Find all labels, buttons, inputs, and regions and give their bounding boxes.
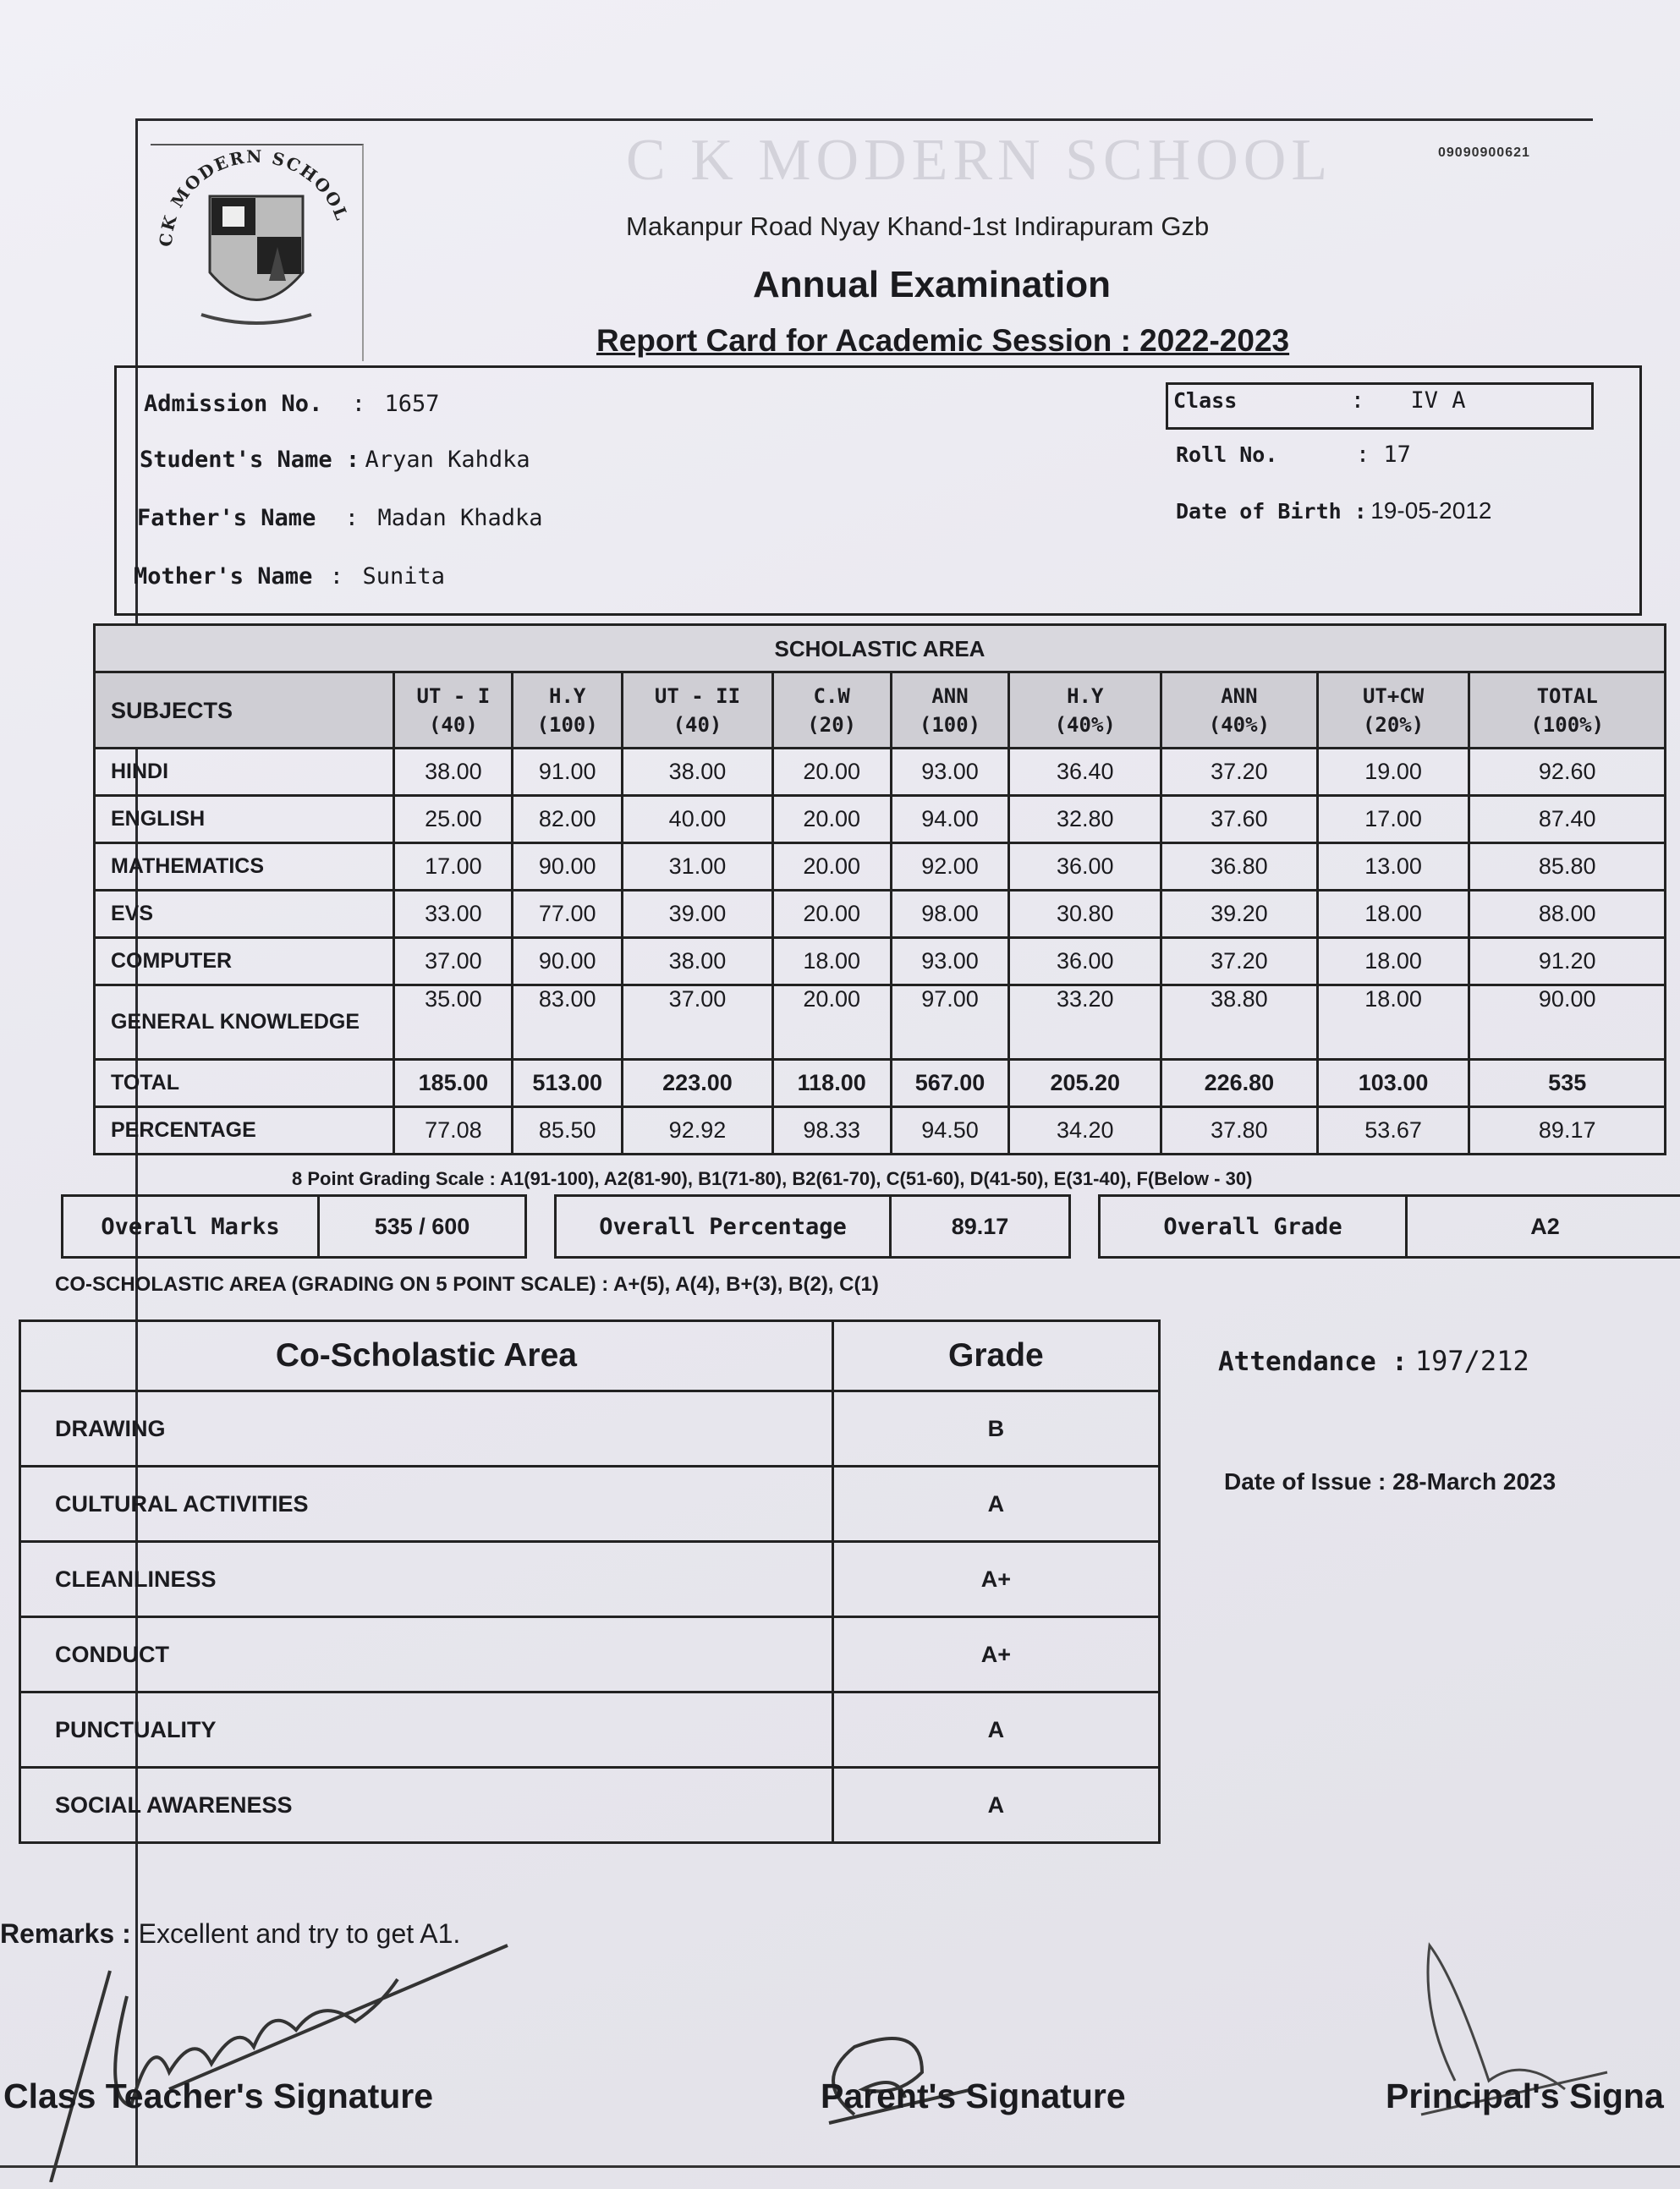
mark-cell: 513.00 xyxy=(513,1060,623,1107)
mark-cell: 91.00 xyxy=(513,749,623,796)
activity-grade: A xyxy=(832,1692,1159,1768)
mark-cell: 18.00 xyxy=(1317,985,1469,1060)
remarks-value: Excellent and try to get A1. xyxy=(138,1918,461,1949)
subject-name: HINDI xyxy=(95,749,394,796)
mark-cell: 20.00 xyxy=(772,843,891,891)
admission-value: 1657 xyxy=(384,391,440,417)
co-scholastic-body xyxy=(20,1391,1160,1843)
column-header-line1: ANN xyxy=(931,683,969,708)
roll-row xyxy=(1176,442,1411,468)
teacher-signature-icon xyxy=(51,1945,508,2182)
column-header-line1: H.Y xyxy=(549,683,586,708)
mark-cell: 20.00 xyxy=(772,796,891,843)
grading-scale-note: 8 Point Grading Scale : A1(91-100), A2(81-90), B1(71-80), B2(61-70), C(51-60), D(41-50), E(31-40), F(Below - 30) xyxy=(292,1168,1253,1189)
overall-grade-box xyxy=(1098,1194,1680,1259)
mark-cell: 18.00 xyxy=(772,938,891,985)
mark-cell: 17.00 xyxy=(394,843,513,891)
co-grade-header: Grade xyxy=(832,1321,1159,1391)
co-scholastic-row xyxy=(20,1617,1160,1692)
mark-cell: 38.00 xyxy=(394,749,513,796)
mark-cell: 98.00 xyxy=(891,891,1009,938)
mark-cell: 18.00 xyxy=(1317,891,1469,938)
activity-grade: A xyxy=(832,1768,1159,1843)
mark-cell: 20.00 xyxy=(772,749,891,796)
overall-marks-label: Overall Marks xyxy=(63,1197,320,1256)
subjects-header xyxy=(95,672,394,749)
mark-cell: 85.80 xyxy=(1469,843,1666,891)
column-header xyxy=(1317,672,1469,749)
column-header-line2: (40) xyxy=(673,712,722,737)
scholastic-body xyxy=(95,749,1666,1155)
column-header-line2: (20%) xyxy=(1362,712,1425,737)
subject-name: PERCENTAGE xyxy=(95,1107,394,1155)
school-address: Makanpur Road Nyay Khand-1st Indirapuram Gzb xyxy=(626,211,1210,241)
mark-cell: 77.00 xyxy=(513,891,623,938)
co-scholastic-row xyxy=(20,1692,1160,1768)
mark-cell: 92.00 xyxy=(891,843,1009,891)
subject-row xyxy=(95,938,1666,985)
student-name-label: Student's Name : xyxy=(140,447,360,473)
overall-grade-value: A2 xyxy=(1530,1213,1560,1239)
mark-cell: 34.20 xyxy=(1009,1107,1161,1155)
mark-cell: 17.00 xyxy=(1317,796,1469,843)
mark-cell: 83.00 xyxy=(513,985,623,1060)
mark-cell: 535 xyxy=(1469,1060,1666,1107)
column-header-line1: TOTAL xyxy=(1536,683,1598,708)
column-header xyxy=(1469,672,1666,749)
mark-cell: 39.00 xyxy=(623,891,773,938)
school-logo-icon xyxy=(151,145,362,361)
mark-cell: 85.50 xyxy=(513,1107,623,1155)
dob-row xyxy=(1176,497,1491,524)
mark-cell: 567.00 xyxy=(891,1060,1009,1107)
mark-cell: 93.00 xyxy=(891,749,1009,796)
activity-name: SOCIAL AWARENESS xyxy=(20,1768,833,1843)
mark-cell: 82.00 xyxy=(513,796,623,843)
mark-cell: 91.20 xyxy=(1469,938,1666,985)
activity-name: CLEANLINESS xyxy=(20,1542,833,1617)
class-label: Class xyxy=(1173,388,1238,413)
activity-grade: B xyxy=(832,1391,1159,1467)
mark-cell: 33.00 xyxy=(394,891,513,938)
column-header xyxy=(1009,672,1161,749)
overall-grade-label: Overall Grade xyxy=(1101,1197,1408,1256)
mark-cell: 25.00 xyxy=(394,796,513,843)
mark-cell: 93.00 xyxy=(891,938,1009,985)
mark-cell: 90.00 xyxy=(513,843,623,891)
subject-name: EVS xyxy=(95,891,394,938)
mark-cell: 103.00 xyxy=(1317,1060,1469,1107)
activity-name: CONDUCT xyxy=(20,1617,833,1692)
column-header-line2: (40%) xyxy=(1054,712,1116,737)
co-scholastic-row xyxy=(20,1542,1160,1617)
roll-label: Roll No. xyxy=(1176,442,1278,467)
mark-cell: 13.00 xyxy=(1317,843,1469,891)
mark-cell: 98.33 xyxy=(772,1107,891,1155)
column-header-line1: H.Y xyxy=(1067,683,1104,708)
co-scholastic-row xyxy=(20,1467,1160,1542)
signature-scribbles xyxy=(0,1928,1680,2182)
mark-cell: 30.80 xyxy=(1009,891,1161,938)
column-header xyxy=(772,672,891,749)
subject-name: COMPUTER xyxy=(95,938,394,985)
co-area-header: Co-Scholastic Area xyxy=(20,1321,833,1391)
parent-signature-label: Parent's Signature xyxy=(821,2077,1126,2115)
column-header-line2: (40%) xyxy=(1208,712,1271,737)
column-header-line1: C.W xyxy=(813,683,850,708)
mark-cell: 94.00 xyxy=(891,796,1009,843)
column-header-line1: ANN xyxy=(1221,683,1258,708)
activity-grade: A+ xyxy=(832,1542,1159,1617)
serial-number: 09090900621 xyxy=(1438,145,1530,160)
mother-name-value: Sunita xyxy=(362,563,446,590)
co-scholastic-row xyxy=(20,1391,1160,1467)
mark-cell: 37.20 xyxy=(1161,938,1318,985)
mother-name-row xyxy=(134,563,445,590)
admission-label: Admission No. xyxy=(144,391,323,417)
column-header xyxy=(513,672,623,749)
mark-cell: 97.00 xyxy=(891,985,1009,1060)
mark-cell: 38.00 xyxy=(623,749,773,796)
mark-cell: 89.17 xyxy=(1469,1107,1666,1155)
mark-cell: 32.80 xyxy=(1009,796,1161,843)
column-header-line1: SUBJECTS xyxy=(111,697,233,723)
percentage-row xyxy=(95,1107,1666,1155)
column-header-line1: UT - I xyxy=(416,683,491,708)
subject-row xyxy=(95,843,1666,891)
activity-name: PUNCTUALITY xyxy=(20,1692,833,1768)
mark-cell: 226.80 xyxy=(1161,1060,1318,1107)
logo-frame xyxy=(151,144,364,361)
subject-name: MATHEMATICS xyxy=(95,843,394,891)
scholastic-table xyxy=(93,623,1666,1155)
admission-colon: : xyxy=(351,391,366,417)
mark-cell: 19.00 xyxy=(1317,749,1469,796)
mark-cell: 36.40 xyxy=(1009,749,1161,796)
overall-percentage-value: 89.17 xyxy=(951,1213,1009,1239)
column-header-line2: (100) xyxy=(919,712,981,737)
subject-name: TOTAL xyxy=(95,1060,394,1107)
class-value: IV A xyxy=(1410,387,1466,414)
attendance xyxy=(1218,1345,1529,1377)
mother-colon: : xyxy=(329,563,344,590)
class-colon: : xyxy=(1350,387,1364,414)
father-colon: : xyxy=(344,505,360,531)
mark-cell: 35.00 xyxy=(394,985,513,1060)
mark-cell: 36.80 xyxy=(1161,843,1318,891)
mark-cell: 39.20 xyxy=(1161,891,1318,938)
column-header-line2: (100) xyxy=(536,712,598,737)
column-header xyxy=(1161,672,1318,749)
principal-signature-label: Principal's Signa xyxy=(1386,2077,1664,2115)
mark-cell: 37.80 xyxy=(1161,1107,1318,1155)
mark-cell: 92.92 xyxy=(623,1107,773,1155)
mark-cell: 205.20 xyxy=(1009,1060,1161,1107)
mark-cell: 87.40 xyxy=(1469,796,1666,843)
mark-cell: 37.00 xyxy=(623,985,773,1060)
mark-cell: 90.00 xyxy=(513,938,623,985)
activity-grade: A+ xyxy=(832,1617,1159,1692)
class-row xyxy=(1173,387,1465,414)
mark-cell: 37.60 xyxy=(1161,796,1318,843)
mark-cell: 31.00 xyxy=(623,843,773,891)
mark-cell: 92.60 xyxy=(1469,749,1666,796)
subject-name: ENGLISH xyxy=(95,796,394,843)
mark-cell: 33.20 xyxy=(1009,985,1161,1060)
column-header xyxy=(394,672,513,749)
column-header-line1: UT+CW xyxy=(1362,683,1425,708)
remarks-label: Remarks : xyxy=(0,1918,131,1949)
father-name-value: Madan Khadka xyxy=(377,505,543,531)
column-header-line2: (20) xyxy=(807,712,857,737)
co-scholastic-heading: CO-SCHOLASTIC AREA (GRADING ON 5 POINT SCALE) : A+(5), A(4), B+(3), B(2), C(1) xyxy=(55,1273,879,1296)
column-header-line2: (40) xyxy=(428,712,478,737)
date-of-issue: Date of Issue : 28-March 2023 xyxy=(1224,1468,1556,1495)
mark-cell: 37.00 xyxy=(394,938,513,985)
co-scholastic-row xyxy=(20,1768,1160,1843)
mark-cell: 223.00 xyxy=(623,1060,773,1107)
mark-cell: 53.67 xyxy=(1317,1107,1469,1155)
column-header xyxy=(623,672,773,749)
mother-name-label: Mother's Name xyxy=(134,563,313,590)
mark-cell: 90.00 xyxy=(1469,985,1666,1060)
mark-cell: 37.20 xyxy=(1161,749,1318,796)
overall-percentage-label: Overall Percentage xyxy=(557,1197,892,1256)
subject-row xyxy=(95,985,1666,1060)
mark-cell: 38.00 xyxy=(623,938,773,985)
mark-cell: 36.00 xyxy=(1009,843,1161,891)
subject-name: GENERAL KNOWLEDGE xyxy=(95,985,394,1060)
exam-title: Annual Examination xyxy=(753,264,1111,305)
overall-marks-box xyxy=(61,1194,527,1259)
dob-label: Date of Birth : xyxy=(1176,499,1367,524)
subject-row xyxy=(95,891,1666,938)
mark-cell: 40.00 xyxy=(623,796,773,843)
activity-grade: A xyxy=(832,1467,1159,1542)
mark-cell: 88.00 xyxy=(1469,891,1666,938)
mark-cell: 20.00 xyxy=(772,891,891,938)
subject-row xyxy=(95,749,1666,796)
mark-cell: 185.00 xyxy=(394,1060,513,1107)
logo-arc-text: CK MODERN SCHOOL xyxy=(155,145,353,248)
column-header-line2: (100%) xyxy=(1530,712,1605,737)
mark-cell: 18.00 xyxy=(1317,938,1469,985)
activity-name: CULTURAL ACTIVITIES xyxy=(20,1467,833,1542)
school-name-watermark: C K MODERN SCHOOL xyxy=(626,128,1333,193)
admission-row xyxy=(144,391,440,417)
activity-name: DRAWING xyxy=(20,1391,833,1467)
mark-cell: 36.00 xyxy=(1009,938,1161,985)
column-header-line1: UT - II xyxy=(654,683,741,708)
mark-cell: 20.00 xyxy=(772,985,891,1060)
student-name-value: Aryan Kahdka xyxy=(365,447,530,473)
scholastic-area-caption: SCHOLASTIC AREA xyxy=(95,625,1666,672)
mark-cell: 94.50 xyxy=(891,1107,1009,1155)
father-name-row xyxy=(137,505,543,531)
column-header xyxy=(891,672,1009,749)
mark-cell: 77.08 xyxy=(394,1107,513,1155)
roll-value: : 17 xyxy=(1355,442,1411,468)
scholastic-header-row xyxy=(95,672,1666,749)
attendance-value: 197/212 xyxy=(1414,1345,1529,1377)
bottom-rule xyxy=(0,2165,1680,2168)
attendance-label: Attendance : xyxy=(1218,1347,1408,1377)
mark-cell: 38.80 xyxy=(1161,985,1318,1060)
subject-row xyxy=(95,796,1666,843)
student-name-row xyxy=(140,447,530,473)
dob-value: 19-05-2012 xyxy=(1370,497,1492,524)
session-title: Report Card for Academic Session : 2022-2023 xyxy=(596,323,1290,358)
father-name-label: Father's Name xyxy=(137,505,316,531)
class-teacher-signature-label: Class Teacher's Signature xyxy=(3,2077,434,2115)
mark-cell: 118.00 xyxy=(772,1060,891,1107)
overall-marks-value: 535 / 600 xyxy=(374,1213,470,1239)
co-scholastic-table xyxy=(19,1319,1161,1844)
total-row xyxy=(95,1060,1666,1107)
overall-percentage-box xyxy=(554,1194,1071,1259)
